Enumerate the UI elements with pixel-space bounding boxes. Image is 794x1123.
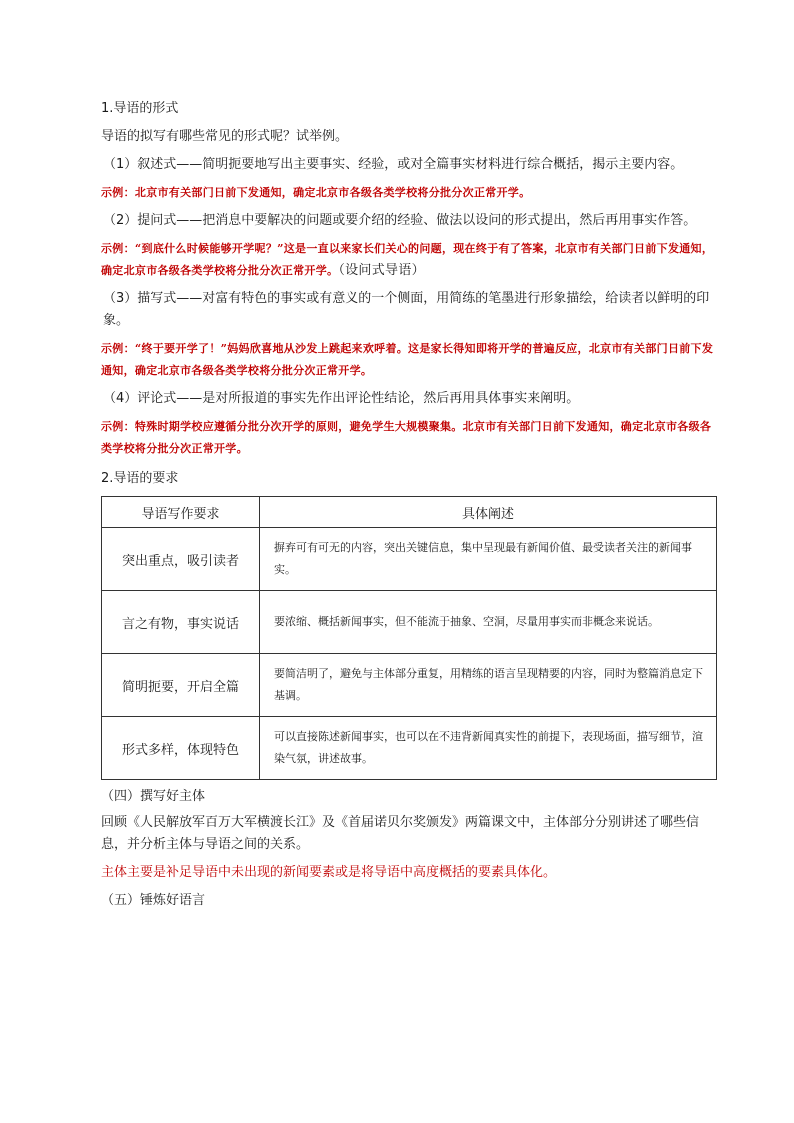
table-row: [102, 717, 717, 780]
requirement-name: 突出重点，吸引读者: [102, 528, 260, 591]
form-item-question: （2）提问式——把消息中要解决的问题或要介绍的经验、做法以设问的形式提出，然后再用事实作答。: [103, 213, 697, 228]
requirement-detail: 要浓缩、概括新闻事实，但不能流于抽象、空洞，尽量用事实而非概念来说话。: [260, 591, 717, 654]
table-header: 导语写作要求: [102, 497, 260, 528]
section-title-forms: 1.导语的形式: [101, 101, 179, 116]
section-title-language: （五）锤炼好语言: [101, 893, 206, 908]
requirements-table: [101, 496, 717, 780]
example-descriptive: 示例：“终于要开学了！”妈妈欣喜地从沙发上跳起来欢呼着。这是家长得知即将开学的普遍反应，北京市有关部门日前下发通知，确定北京市各级各类学校将分批分次正常开学。: [101, 342, 714, 377]
question-forms: 导语的拟写有哪些常见的形式呢？试举例。: [101, 129, 349, 144]
requirement-detail: 摒弃可有可无的内容，突出关键信息，集中呈现最有新闻价值、最受读者关注的新闻事实。: [260, 528, 717, 591]
document-page: [101, 100, 721, 916]
example-question-note: （设问式导语）: [338, 263, 425, 278]
requirement-detail: 要简洁明了，避免与主体部分重复，用精练的语言呈现精要的内容，同时为整篇消息定下基调。: [260, 654, 717, 717]
table-row: [102, 591, 717, 654]
requirement-name: 言之有物，事实说话: [102, 591, 260, 654]
requirement-detail: 可以直接陈述新闻事实，也可以在不违背新闻真实性的前提下，表现场面，描写细节，渲染气氛，讲述故事。: [260, 717, 717, 780]
question-body: 回顾《人民解放军百万大军横渡长江》及《首届诺贝尔奖颁发》两篇课文中，主体部分分别讲述了哪些信息，并分析主体与导语之间的关系。: [101, 815, 700, 852]
requirement-name: 简明扼要，开启全篇: [102, 654, 260, 717]
table-row: [102, 528, 717, 591]
answer-body: 主体主要是补足导语中未出现的新闻要素或是将导语中高度概括的要素具体化。: [101, 865, 557, 880]
table-row: [102, 654, 717, 717]
example-question: 示例：“到底什么时候能够开学呢？”这是一直以来家长们关心的问题，现在终于有了答案，北京市有关部门日前下发通知，确定北京市各级各类学校将分批分次正常开学。（设问式导语）: [101, 242, 714, 278]
table-header-row: [102, 497, 717, 528]
table-header: 具体阐述: [260, 497, 717, 528]
section-title-requirements: 2.导语的要求: [101, 471, 179, 486]
form-item-narrative: （1）叙述式——简明扼要地写出主要事实、经验，或对全篇事实材料进行综合概括，揭示主要内容。: [103, 157, 684, 172]
form-item-commentary: （4）评论式——是对所报道的事实先作出评论性结论，然后再用具体事实来阐明。: [103, 391, 580, 406]
form-item-descriptive: （3）描写式——对富有特色的事实或有意义的一个侧面，用简练的笔墨进行形象描绘，给读者以鲜明的印象。: [103, 291, 710, 328]
example-narrative: 示例：北京市有关部门日前下发通知，确定北京市各级各类学校将分批分次正常开学。: [101, 186, 531, 199]
requirement-name: 形式多样，体现特色: [102, 717, 260, 780]
example-commentary: 示例：特殊时期学校应遵循分批分次开学的原则，避免学生大规模聚集。北京市有关部门日前下发通知，确定北京市各级各类学校将分批分次正常开学。: [101, 420, 712, 455]
section-title-body: （四）撰写好主体: [101, 789, 206, 804]
